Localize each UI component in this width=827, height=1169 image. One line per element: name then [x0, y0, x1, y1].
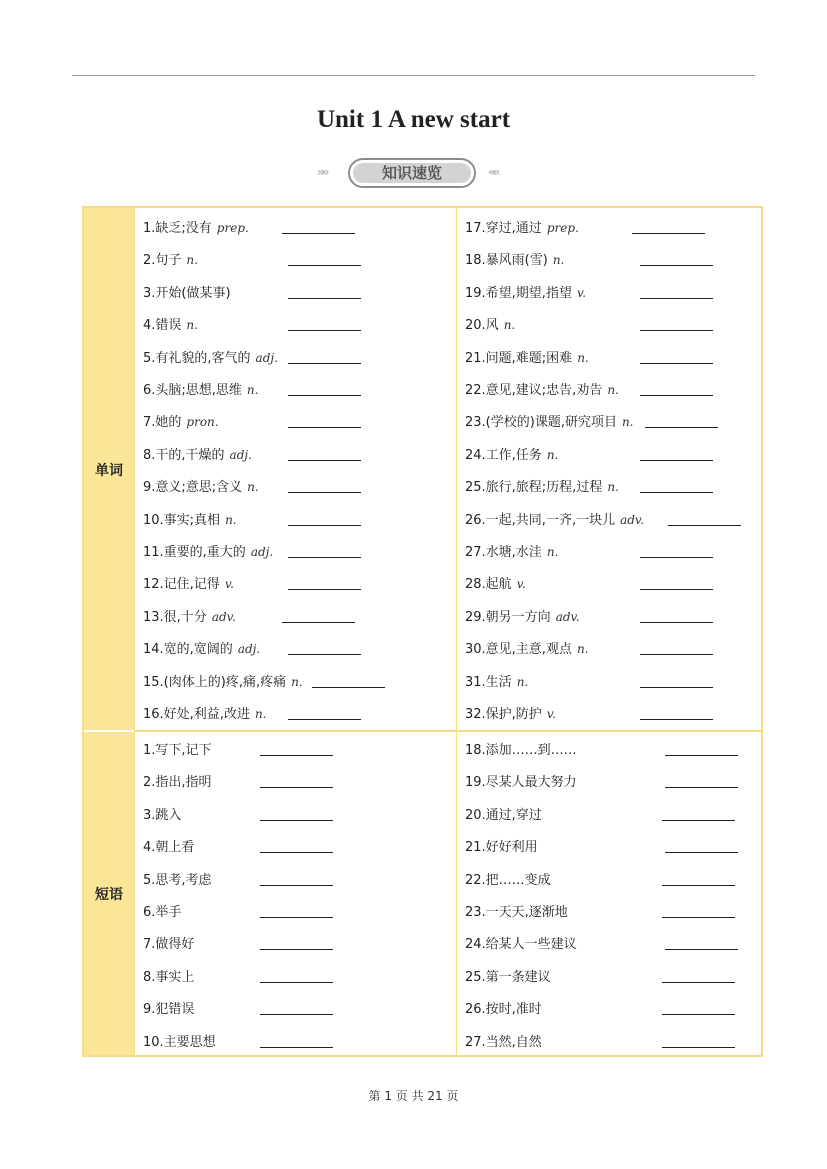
list-item	[143, 217, 249, 236]
item-text: 18.暴风雨(雪)	[465, 253, 548, 269]
list-item	[143, 347, 278, 366]
item-text: 14.宽的,宽阔的	[143, 642, 233, 658]
part-of-speech: n.	[546, 545, 559, 559]
item-text: 30.意见,主意,观点	[465, 642, 572, 658]
item-text: 17.穿过,通过	[465, 221, 542, 236]
item-text: 22.意见,建议;忠告,劝告	[465, 383, 603, 398]
list-item	[465, 771, 577, 790]
list-item	[143, 379, 258, 398]
part-of-speech: adj.	[237, 642, 261, 657]
item-text: 13.很,十分	[143, 609, 207, 625]
list-item	[143, 476, 259, 495]
list-item	[465, 573, 526, 592]
badge-label: 知识速览	[353, 163, 471, 183]
answer-blank[interactable]	[260, 949, 333, 950]
answer-blank[interactable]	[665, 949, 738, 950]
answer-blank[interactable]	[288, 265, 361, 266]
answer-blank[interactable]	[260, 885, 333, 886]
list-item	[465, 444, 558, 463]
list-item	[143, 836, 194, 855]
item-text: 23.一天天,逐渐地	[465, 905, 568, 920]
list-item	[465, 411, 634, 430]
vocab-section-label: 单词	[95, 463, 123, 479]
answer-blank[interactable]	[665, 787, 738, 788]
item-text: 31.生活	[465, 674, 512, 690]
answer-blank[interactable]	[260, 787, 333, 788]
part-of-speech: v.	[576, 285, 587, 300]
list-item	[465, 998, 542, 1017]
answer-blank[interactable]	[662, 885, 735, 886]
list-item	[465, 966, 551, 985]
item-text: 1.写下,记下	[143, 743, 212, 758]
item-text: 9.意义;意思;含义	[143, 480, 243, 496]
list-item	[465, 836, 538, 855]
list-item	[143, 998, 194, 1017]
list-item	[143, 933, 194, 952]
answer-blank[interactable]	[640, 395, 713, 396]
part-of-speech: adj.	[250, 545, 274, 559]
item-text: 21.好好利用	[465, 840, 538, 856]
answer-blank[interactable]	[312, 687, 385, 688]
part-of-speech: n.	[291, 674, 303, 689]
answer-blank[interactable]	[662, 982, 735, 983]
badge-frame	[348, 158, 476, 188]
part-of-speech: n.	[516, 674, 529, 689]
item-text: 2.指出,指明	[143, 775, 212, 791]
part-of-speech: v.	[224, 577, 234, 592]
list-item	[143, 541, 273, 560]
answer-blank[interactable]	[260, 852, 333, 853]
item-text: 29.朝另一方向	[465, 609, 551, 625]
list-item	[465, 1031, 542, 1050]
list-item	[465, 509, 644, 528]
item-text: 2.句子	[143, 253, 182, 269]
list-item	[465, 901, 568, 920]
part-of-speech: adv.	[620, 512, 645, 527]
item-text: 10.主要思想	[143, 1034, 216, 1050]
answer-blank[interactable]	[665, 852, 738, 853]
part-of-speech: n.	[607, 480, 619, 495]
item-text: 27.当然,自然	[465, 1034, 542, 1050]
list-item	[143, 1031, 216, 1050]
list-item	[465, 314, 515, 333]
answer-blank[interactable]	[288, 719, 361, 720]
chevron-right-icon: »»	[317, 165, 327, 179]
item-text: 32.保护,防护	[465, 707, 542, 722]
answer-blank[interactable]	[640, 557, 713, 558]
item-text: 8.干的,干燥的	[143, 447, 225, 463]
header-rule	[72, 75, 755, 76]
item-text: 16.好处,利益,改进	[143, 707, 250, 722]
item-text: 4.朝上看	[143, 840, 195, 856]
item-text: 1.缺乏;没有	[143, 221, 212, 236]
part-of-speech: v.	[546, 707, 556, 721]
phrase-section-header	[84, 732, 134, 1055]
answer-blank[interactable]	[645, 427, 718, 428]
section-badge	[0, 156, 827, 192]
item-text: 5.思考,考虑	[143, 872, 212, 888]
part-of-speech: n.	[621, 415, 634, 430]
list-item	[143, 703, 267, 722]
list-item	[143, 671, 303, 690]
answer-blank[interactable]	[640, 654, 713, 655]
item-text: 7.她的	[143, 415, 182, 431]
item-text: 19.希望,期望,指望	[465, 285, 572, 301]
list-item	[465, 476, 619, 495]
part-of-speech: n.	[254, 707, 267, 721]
part-of-speech: n.	[225, 512, 237, 527]
part-of-speech: n.	[503, 318, 516, 333]
part-of-speech: n.	[186, 318, 198, 333]
list-item	[465, 671, 528, 690]
page-title: Unit 1 A new start	[316, 106, 511, 133]
part-of-speech: n.	[607, 383, 619, 397]
list-item	[465, 249, 564, 268]
item-text: 18.添加……到……	[465, 743, 577, 758]
item-text: 15.(肉体上的)疼,痛,疼痛	[143, 674, 287, 690]
answer-blank[interactable]	[640, 330, 713, 331]
divider-middle	[456, 208, 457, 1055]
divider-vertical	[134, 208, 135, 1055]
answer-blank[interactable]	[288, 557, 361, 558]
item-text: 10.事实;真相	[143, 512, 221, 528]
answer-blank[interactable]	[640, 589, 713, 590]
answer-blank[interactable]	[640, 622, 713, 623]
item-text: 21.问题,难题;困难	[465, 350, 573, 366]
answer-blank[interactable]	[640, 265, 713, 266]
part-of-speech: prep.	[546, 221, 579, 235]
item-text: 20.通过,穿过	[465, 807, 542, 823]
answer-blank[interactable]	[640, 363, 713, 364]
answer-blank[interactable]	[662, 917, 735, 918]
item-text: 6.头脑;思想,思维	[143, 383, 242, 398]
part-of-speech: n.	[246, 383, 259, 397]
item-text: 6.举手	[143, 905, 182, 920]
item-text: 5.有礼貌的,客气的	[143, 350, 251, 366]
item-text: 8.事实上	[143, 969, 195, 985]
item-text: 28.起航	[465, 577, 512, 593]
part-of-speech: adj.	[229, 447, 252, 462]
answer-blank[interactable]	[288, 330, 361, 331]
list-item	[465, 217, 579, 236]
item-text: 7.做得好	[143, 937, 195, 953]
answer-blank[interactable]	[288, 589, 361, 590]
list-item	[143, 573, 234, 592]
answer-blank[interactable]	[288, 427, 361, 428]
item-text: 4.错误	[143, 318, 182, 334]
list-item	[465, 804, 542, 823]
part-of-speech: v.	[516, 577, 526, 592]
item-text: 26.按时,准时	[465, 1002, 542, 1018]
item-text: 23.(学校的)课题,研究项目	[465, 415, 617, 431]
divider-horizontal	[134, 730, 761, 732]
list-item	[465, 347, 589, 366]
list-item	[143, 282, 231, 301]
item-text: 24.给某人一些建议	[465, 937, 577, 953]
list-item	[143, 638, 260, 657]
item-text: 22.把……变成	[465, 872, 551, 888]
list-item	[465, 703, 556, 722]
list-item	[143, 901, 181, 920]
page-footer: 第 1 页 共 21 页	[368, 1089, 459, 1103]
answer-blank[interactable]	[260, 982, 333, 983]
item-text: 19.尽某人最大努力	[465, 775, 577, 791]
answer-blank[interactable]	[662, 1014, 735, 1015]
list-item	[143, 444, 252, 463]
item-text: 25.旅行,旅程;历程,过程	[465, 480, 603, 496]
list-item	[143, 314, 198, 333]
answer-blank[interactable]	[288, 395, 361, 396]
answer-blank[interactable]	[260, 917, 333, 918]
answer-blank[interactable]	[288, 460, 361, 461]
answer-blank[interactable]	[260, 820, 333, 821]
answer-blank[interactable]	[640, 298, 713, 299]
part-of-speech: n.	[546, 447, 559, 462]
vocab-table	[82, 206, 763, 1057]
list-item	[143, 249, 198, 268]
part-of-speech: n.	[576, 642, 589, 657]
part-of-speech: adj.	[255, 350, 278, 365]
vocab-section-header	[84, 208, 134, 730]
answer-blank[interactable]	[260, 755, 333, 756]
item-text: 12.记住,记得	[143, 577, 220, 593]
answer-blank[interactable]	[668, 525, 741, 526]
list-item	[143, 966, 194, 985]
item-text: 3.跳入	[143, 807, 182, 823]
part-of-speech: pron.	[186, 415, 219, 430]
answer-blank[interactable]	[288, 654, 361, 655]
answer-blank[interactable]	[640, 687, 713, 688]
list-item	[465, 638, 589, 657]
item-text: 24.工作,任务	[465, 447, 542, 463]
item-text: 9.犯错误	[143, 1002, 195, 1018]
list-item	[143, 771, 212, 790]
chevron-left-icon: ««	[488, 165, 498, 179]
list-item	[143, 411, 219, 430]
item-text: 11.重要的,重大的	[143, 545, 246, 560]
answer-blank[interactable]	[662, 820, 735, 821]
part-of-speech: prep.	[216, 221, 249, 235]
part-of-speech: n.	[552, 253, 565, 268]
list-item	[143, 869, 212, 888]
answer-blank[interactable]	[260, 1047, 333, 1048]
part-of-speech: adv.	[211, 609, 236, 624]
list-item	[143, 509, 237, 528]
item-text: 3.开始(做某事)	[143, 285, 231, 301]
part-of-speech: n.	[247, 480, 259, 495]
list-item	[143, 804, 181, 823]
list-item	[465, 282, 586, 301]
answer-blank[interactable]	[288, 525, 361, 526]
answer-blank[interactable]	[662, 1047, 735, 1048]
answer-blank[interactable]	[282, 622, 355, 623]
list-item	[143, 606, 236, 625]
list-item	[465, 379, 619, 398]
list-item	[465, 869, 551, 888]
list-item	[465, 933, 577, 952]
answer-blank[interactable]	[288, 298, 361, 299]
answer-blank[interactable]	[288, 492, 361, 493]
part-of-speech: n.	[186, 253, 198, 268]
answer-blank[interactable]	[640, 460, 713, 461]
list-item	[465, 739, 577, 758]
item-text: 20.风	[465, 318, 499, 334]
answer-blank[interactable]	[640, 719, 713, 720]
list-item	[465, 606, 580, 625]
answer-blank[interactable]	[260, 1014, 333, 1015]
item-text: 27.水塘,水洼	[465, 545, 542, 560]
list-item	[143, 739, 212, 758]
part-of-speech: n.	[577, 350, 589, 365]
answer-blank[interactable]	[288, 363, 361, 364]
part-of-speech: adv.	[555, 609, 580, 624]
answer-blank[interactable]	[665, 755, 738, 756]
item-text: 25.第一条建议	[465, 969, 551, 985]
item-text: 26.一起,共同,一齐,一块儿	[465, 512, 616, 528]
list-item	[465, 541, 558, 560]
answer-blank[interactable]	[282, 233, 355, 234]
answer-blank[interactable]	[640, 492, 713, 493]
answer-blank[interactable]	[632, 233, 705, 234]
phrase-section-label: 短语	[95, 887, 123, 903]
